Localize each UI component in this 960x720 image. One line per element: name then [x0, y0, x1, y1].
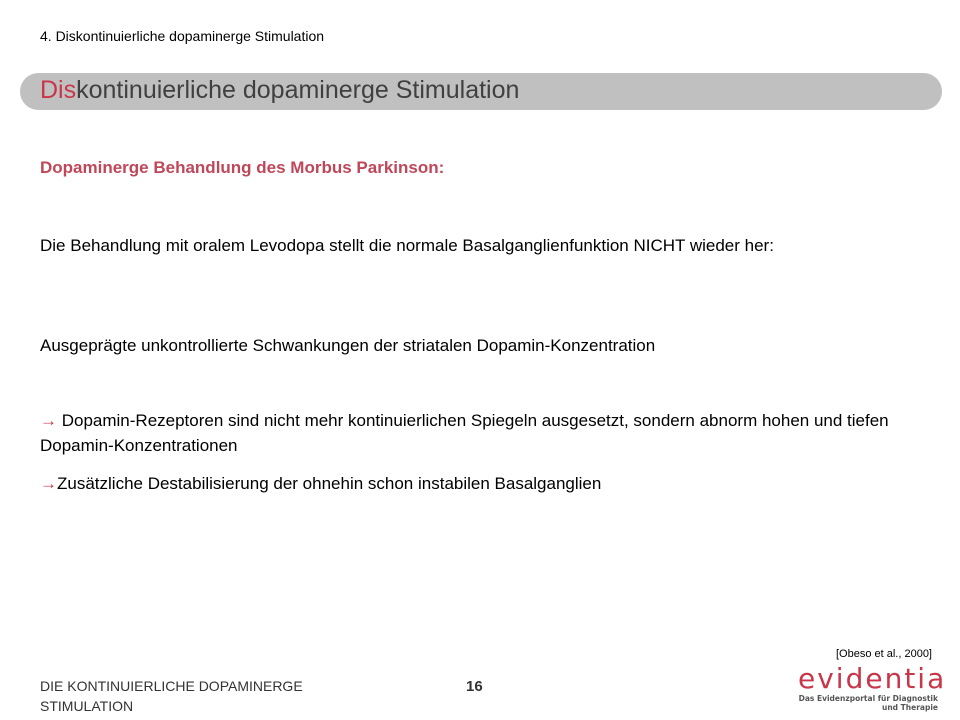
arrow-icon: →: [40, 474, 57, 493]
breadcrumb: 4. Diskontinuierliche dopaminerge Stimulation: [40, 28, 325, 44]
bullet-destabilization: [40, 471, 930, 496]
logo-tagline-1: Das Evidenzportal für Diagnostik: [798, 694, 938, 703]
subheading: Dopaminerge Behandlung des Morbus Parkinson:: [40, 158, 445, 177]
title-rest: kontinuierliche dopaminerge Stimulation: [76, 76, 520, 104]
arrow-icon: →: [40, 411, 57, 430]
page-number: 16: [466, 678, 483, 695]
footer-section-label: DIE KONTINUIERLICHE DOPAMINERGE STIMULATION: [40, 678, 303, 714]
bullet-receptors: [40, 408, 930, 458]
bullet-destabilization-text: Zusätzliche Destabilisierung der ohnehin schon instabilen Basalganglien: [57, 474, 602, 493]
title-accent: Dis: [40, 76, 77, 104]
page-title: [40, 76, 519, 105]
paragraph-fluctuations: Ausgeprägte unkontrollierte Schwankungen der striatalen Dopamin-Konzentration: [40, 336, 656, 355]
logo-wordmark: evidentia: [798, 662, 947, 695]
paragraph-levodopa: Die Behandlung mit oralem Levodopa stellt die normale Basalganglienfunktion NICHT wieder her:: [40, 236, 774, 255]
bullet-receptors-text: Dopamin-Rezeptoren sind nicht mehr kontinuierlichen Spiegeln ausgesetzt, sondern abnorm hohen und tiefen Dopamin-Konzentrationen: [40, 411, 889, 455]
evidentia-logo: [798, 662, 947, 712]
logo-tagline-2: und Therapie: [882, 703, 938, 712]
citation: [Obeso et al., 2000]: [835, 648, 932, 660]
